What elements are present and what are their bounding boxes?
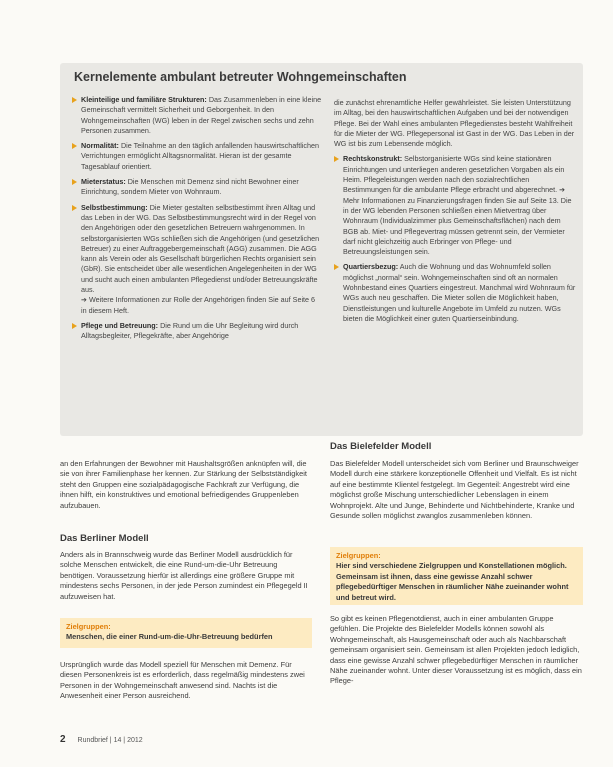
triangle-bullet-icon — [72, 323, 77, 329]
section-heading-berliner: Das Berliner Modell — [60, 533, 149, 544]
bullet-heading: Rechtskonstrukt: — [343, 154, 403, 164]
bullet-item — [334, 154, 576, 257]
info-box-title: Kernelemente ambulant betreuter Wohngemeinschaften — [74, 70, 407, 84]
bullet-heading: Pflege und Betreuung: — [81, 320, 159, 330]
bullet-text: Die Teilnahme an den täglich anfallenden hauswirtschaftlichen Verrichtungen ermöglicht Alltagsnormalität. Hieran ist der gesamte Tagesablauf orientiert. — [81, 141, 320, 171]
callout-box-berliner — [60, 618, 312, 648]
bullet-item — [72, 203, 322, 296]
callout-box-bielefelder — [330, 547, 583, 605]
triangle-bullet-icon — [72, 143, 77, 149]
article-paragraph: Anders als in Brannschweig wurde das Berliner Modell ausdrücklich für solche Menschen entwickelt, die eine Rund-um-die-Uhr Betreuung benötigen. Voraussetzung hierfür ist allerdings eine größere Gruppe mit mindestens sechs Personen, in der jede Person zumindest ein Pflegegeld II aufzuweisen hat. — [60, 550, 308, 601]
page-number: 2 — [60, 734, 66, 745]
bullet-text: Selbstorganisierte WGs sind keine stationären Einrichtungen und unterliegen anderen gesetzlichen Vorgaben als ein Heim. Pflegeleistungen werden nach den sozialrechtlichen Bestimmungen für die ambulante Pflege erbracht und abgerechnet. ➔ Mehr Informationen zu Finanzierungsfragen finden Sie auf Seite 13. Die in der WG lebenden Personen schließen einen Mietvertrag über Wohnraum (Individualzimmer plus Gemeinschaftsflächen) nach dem BGB ab. Miet- und Pflegevertrag müssen getrennt sein, der Vermieter darf nicht gleichzeitig auch Erbringer von Pflege- und Betreuungsleistungen sein. — [343, 154, 572, 257]
info-box-right-column — [334, 98, 576, 329]
bullet-heading: Mieterstatus: — [81, 177, 126, 187]
bullet-heading: Selbstbestimmung: — [81, 202, 148, 212]
info-box — [60, 63, 583, 436]
triangle-bullet-icon — [72, 205, 77, 211]
article-paragraph: Ursprünglich wurde das Modell speziell für Menschen mit Demenz. Für diesen Personenkreis ist es erforderlich, dass regelmäßig mindestens zwei Personen in der Wohngemeinschaft anwesend sind. Nachts ist die Anwesenheit einer Person ausreichend. — [60, 660, 305, 701]
callout-text: Menschen, die einer Rund-um-die-Uhr-Betreuung bedürfen — [66, 632, 273, 642]
section-heading-bielefelder: Das Bielefelder Modell — [330, 441, 432, 452]
bullet-text: ➔ Weitere Informationen zur Rolle der Angehörigen finden Sie auf Seite 6 in diesem Heft. — [81, 295, 316, 315]
bullet-item — [72, 177, 322, 198]
bullet-item — [334, 262, 576, 324]
bullet-text: Die Mieter gestalten selbstbestimmt ihren Alltag und das Leben in der WG. Das Selbstbestimmungsrecht wird in der Regel von den Angehörigen oder den gesetzlichen Betreuern wahrgenommen. In selbstorganisierten WGs schließen sich die Angehörigen (und gesetzlichen Betreuer) zu einer Auftraggebergemeinschaft (AGG) zusammen. Die AGG kann als Verein oder als Gesellschaft bürgerlichen Rechts organisiert sein (GbR). Sie entscheidet über alle wesentlichen Angelegenheiten in der WG und sucht auch einen ambulanten Pflegedienst und/oder Betreuungskräfte aus. — [81, 202, 320, 295]
callout-label: Zielgruppen: — [336, 551, 381, 560]
bullet-item — [72, 95, 322, 136]
triangle-bullet-icon — [334, 264, 339, 270]
triangle-bullet-icon — [72, 179, 77, 185]
article-paragraph: Das Bielefelder Modell unterscheidet sich vom Berliner und Braunschweiger Modell durch eine stärkere konzeptionelle Offenheit und Vielfalt. Es ist nicht auf eine bestimmte Klientel festgelegt. Im Gegenteil: Angestrebt wird eine möglichst große Mischung unterschiedlicher Lebenslagen in einem Wohnprojekt. Alte und Junge, Behinderte und Nichtbehinderte, Kranke und Gesunde sollen möglichst zwanglos zusammenleben können. — [330, 459, 579, 521]
bullet-heading: Kleinteilige und familiäre Strukturen: — [81, 95, 207, 104]
article-paragraph: So gibt es keinen Pflegenotdienst, auch in einer ambulanten Gruppe gefühlen. Die Projekte des Bielefelder Modells können sowohl als Wohngemeinschaft, als Hausgemeinschaft oder auch als Nachbarschaft gemeinsam organisiert sein. Gemeinsam ist allen Projekten jedoch lediglich, dass eine gewisse Anzahl schwer pflegebedürftiger Menschen in räumlicher Nähe zueinander wohnt. Unter dieser Voraussetzung ist es möglich, dass ein Pflege- — [330, 614, 582, 686]
bullet-text: Die Menschen mit Demenz sind nicht Bewohner einer Einrichtung, sondern Mieter von Wohnraum. — [81, 177, 299, 197]
bullet-item — [72, 141, 322, 172]
bullet-item — [72, 321, 322, 342]
bullet-text: Die Rund um die Uhr Begleitung wird durch Alltagsbegleiter, Pflegekräfte, aber Angehörige — [81, 320, 299, 341]
callout-label: Zielgruppen: — [66, 622, 111, 631]
bullet-continuation — [72, 295, 322, 316]
bullet-text: Auch die Wohnung und das Wohnumfeld sollen möglichst „normal“ sein. Wohngemeinschaften sind oft an normalen Wohnbestand eines Quartiers eingestreut. Manchmal wird Wohnraum für WGs auch neu geschaffen. Die Mieter sollen die Möglichkeit haben, Dienstleistungen und kulturelle Angebote im Umfeld zu nutzen. WGs bieten die Möglichkeit einer guten Quartierseinbindung. — [343, 262, 576, 323]
triangle-bullet-icon — [334, 156, 339, 162]
bullet-heading: Normalität: — [81, 141, 119, 151]
bullet-heading: Quartiersbezug: — [343, 262, 399, 272]
page-footer — [60, 734, 143, 745]
bullet-continuation: die zunächst ehrenamtliche Helfer gewährleistet. Sie leisten Unterstützung im Alltag, bei den hauswirtschaftlichen Aufgaben und bei der notwendigen Pflege. Bei der Wahl eines ambulanten Pflegedienstes besteht Wahlfreiheit für die Mieter der WG. Pflegepersonal ist Gast in der WG. Das Leben in der WG ist bis zum Lebensende möglich. — [334, 98, 575, 149]
article-paragraph: an den Erfahrungen der Bewohner mit Haushaltsgrößen anknüpfen will, die sie von ihrer Familienphase her kennen. Zur Stärkung der Selbstständigkeit steht den Gruppen eine sozialpädagogische Fachkraft zur Verfügung, die ihnen hilft, ein konstruktives und emotional befriedigendes Gruppenleben aufzubauen. — [60, 459, 307, 510]
bullet-text: Das Zusammenleben in eine kleine Gemeinschaft vermittelt Sicherheit und Geborgenheit. In den Wohngemeinschaften (WG) leben in der Regel zwischen sechs und zehn Personen zusammen. — [81, 95, 322, 135]
triangle-bullet-icon — [72, 97, 77, 103]
info-box-left-column — [72, 95, 322, 347]
callout-text: Hier sind verschiedene Zielgruppen und Konstellationen möglich. Gemeinsam ist ihnen, dass eine gewisse Anzahl schwer pflegebedürftiger Menschen in räumlicher Nähe zueinander wohnt und betreut wird. — [336, 561, 569, 602]
journal-name: Rundbrief | 14 | 2012 — [77, 737, 143, 744]
